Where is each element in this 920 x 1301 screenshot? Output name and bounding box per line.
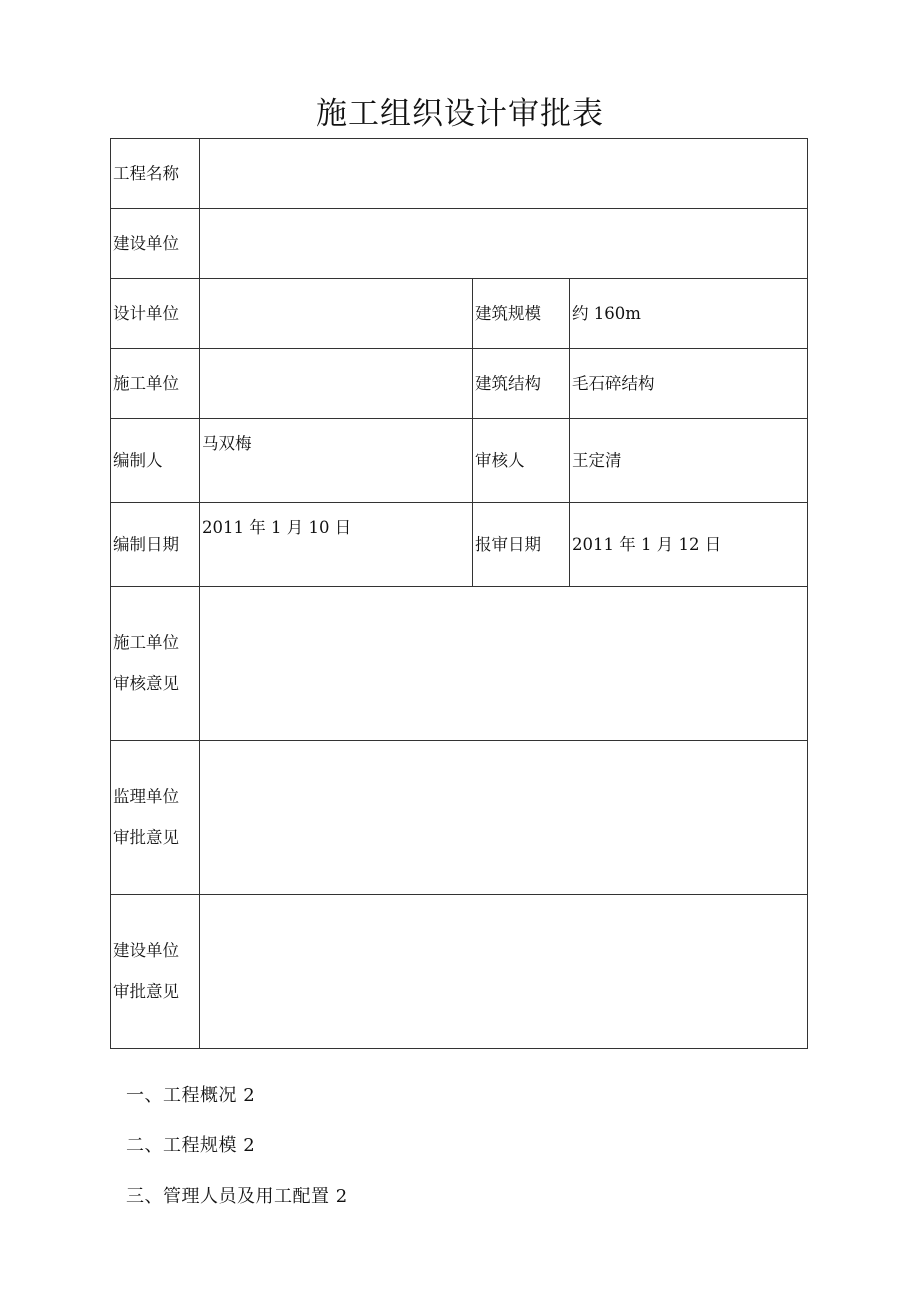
supervision-opinion-field[interactable] xyxy=(200,741,808,895)
construction-unit-label: 施工单位 xyxy=(111,349,200,419)
reviewer-field[interactable]: 王定清 xyxy=(570,419,808,503)
form-row-dates xyxy=(111,503,808,587)
form-row-construction-opinion xyxy=(111,587,808,741)
design-unit-label: 设计单位 xyxy=(111,279,200,349)
approval-form-table xyxy=(110,138,808,1049)
construction-unit-field[interactable] xyxy=(200,349,473,419)
project-name-field[interactable] xyxy=(200,139,808,209)
compile-date-field[interactable]: 2011 年 1 月 10 日 xyxy=(200,503,473,587)
construction-opinion-label-line1: 施工单位 xyxy=(113,633,179,653)
supervision-opinion-label-line1: 监理单位 xyxy=(113,787,179,807)
construction-opinion-field[interactable] xyxy=(200,587,808,741)
client-opinion-label-line2: 审批意见 xyxy=(113,981,179,1001)
building-scale-label: 建筑规模 xyxy=(473,279,570,349)
form-row-design-unit xyxy=(111,279,808,349)
toc-item-2[interactable]: 二、工程规模 2 xyxy=(126,1135,256,1156)
client-opinion-field[interactable] xyxy=(200,895,808,1049)
client-unit-label: 建设单位 xyxy=(111,209,200,279)
supervision-opinion-label xyxy=(111,741,200,895)
building-scale-field[interactable]: 约 160m xyxy=(570,279,808,349)
project-name-label: 工程名称 xyxy=(111,139,200,209)
compiler-field[interactable]: 马双梅 xyxy=(200,419,473,503)
design-unit-field[interactable] xyxy=(200,279,473,349)
reviewer-label: 审核人 xyxy=(473,419,570,503)
client-opinion-label xyxy=(111,895,200,1049)
compile-date-label: 编制日期 xyxy=(111,503,200,587)
submit-date-field[interactable]: 2011 年 1 月 12 日 xyxy=(570,503,808,587)
form-row-supervision-opinion xyxy=(111,741,808,895)
client-unit-field[interactable] xyxy=(200,209,808,279)
building-structure-field[interactable]: 毛石碎结构 xyxy=(570,349,808,419)
form-row-project-name xyxy=(111,139,808,209)
construction-opinion-label-line2: 审核意见 xyxy=(113,673,179,693)
toc-item-1[interactable]: 一、工程概况 2 xyxy=(126,1085,256,1106)
compiler-label: 编制人 xyxy=(111,419,200,503)
form-row-compiler xyxy=(111,419,808,503)
form-row-client-unit xyxy=(111,209,808,279)
form-row-construction-unit xyxy=(111,349,808,419)
form-row-client-opinion xyxy=(111,895,808,1049)
construction-opinion-label xyxy=(111,587,200,741)
page-title: 施工组织设计审批表 xyxy=(316,96,604,132)
client-opinion-label-line1: 建设单位 xyxy=(113,941,179,961)
building-structure-label: 建筑结构 xyxy=(473,349,570,419)
toc-item-3[interactable]: 三、管理人员及用工配置 2 xyxy=(126,1186,348,1207)
supervision-opinion-label-line2: 审批意见 xyxy=(113,827,179,847)
submit-date-label: 报审日期 xyxy=(473,503,570,587)
